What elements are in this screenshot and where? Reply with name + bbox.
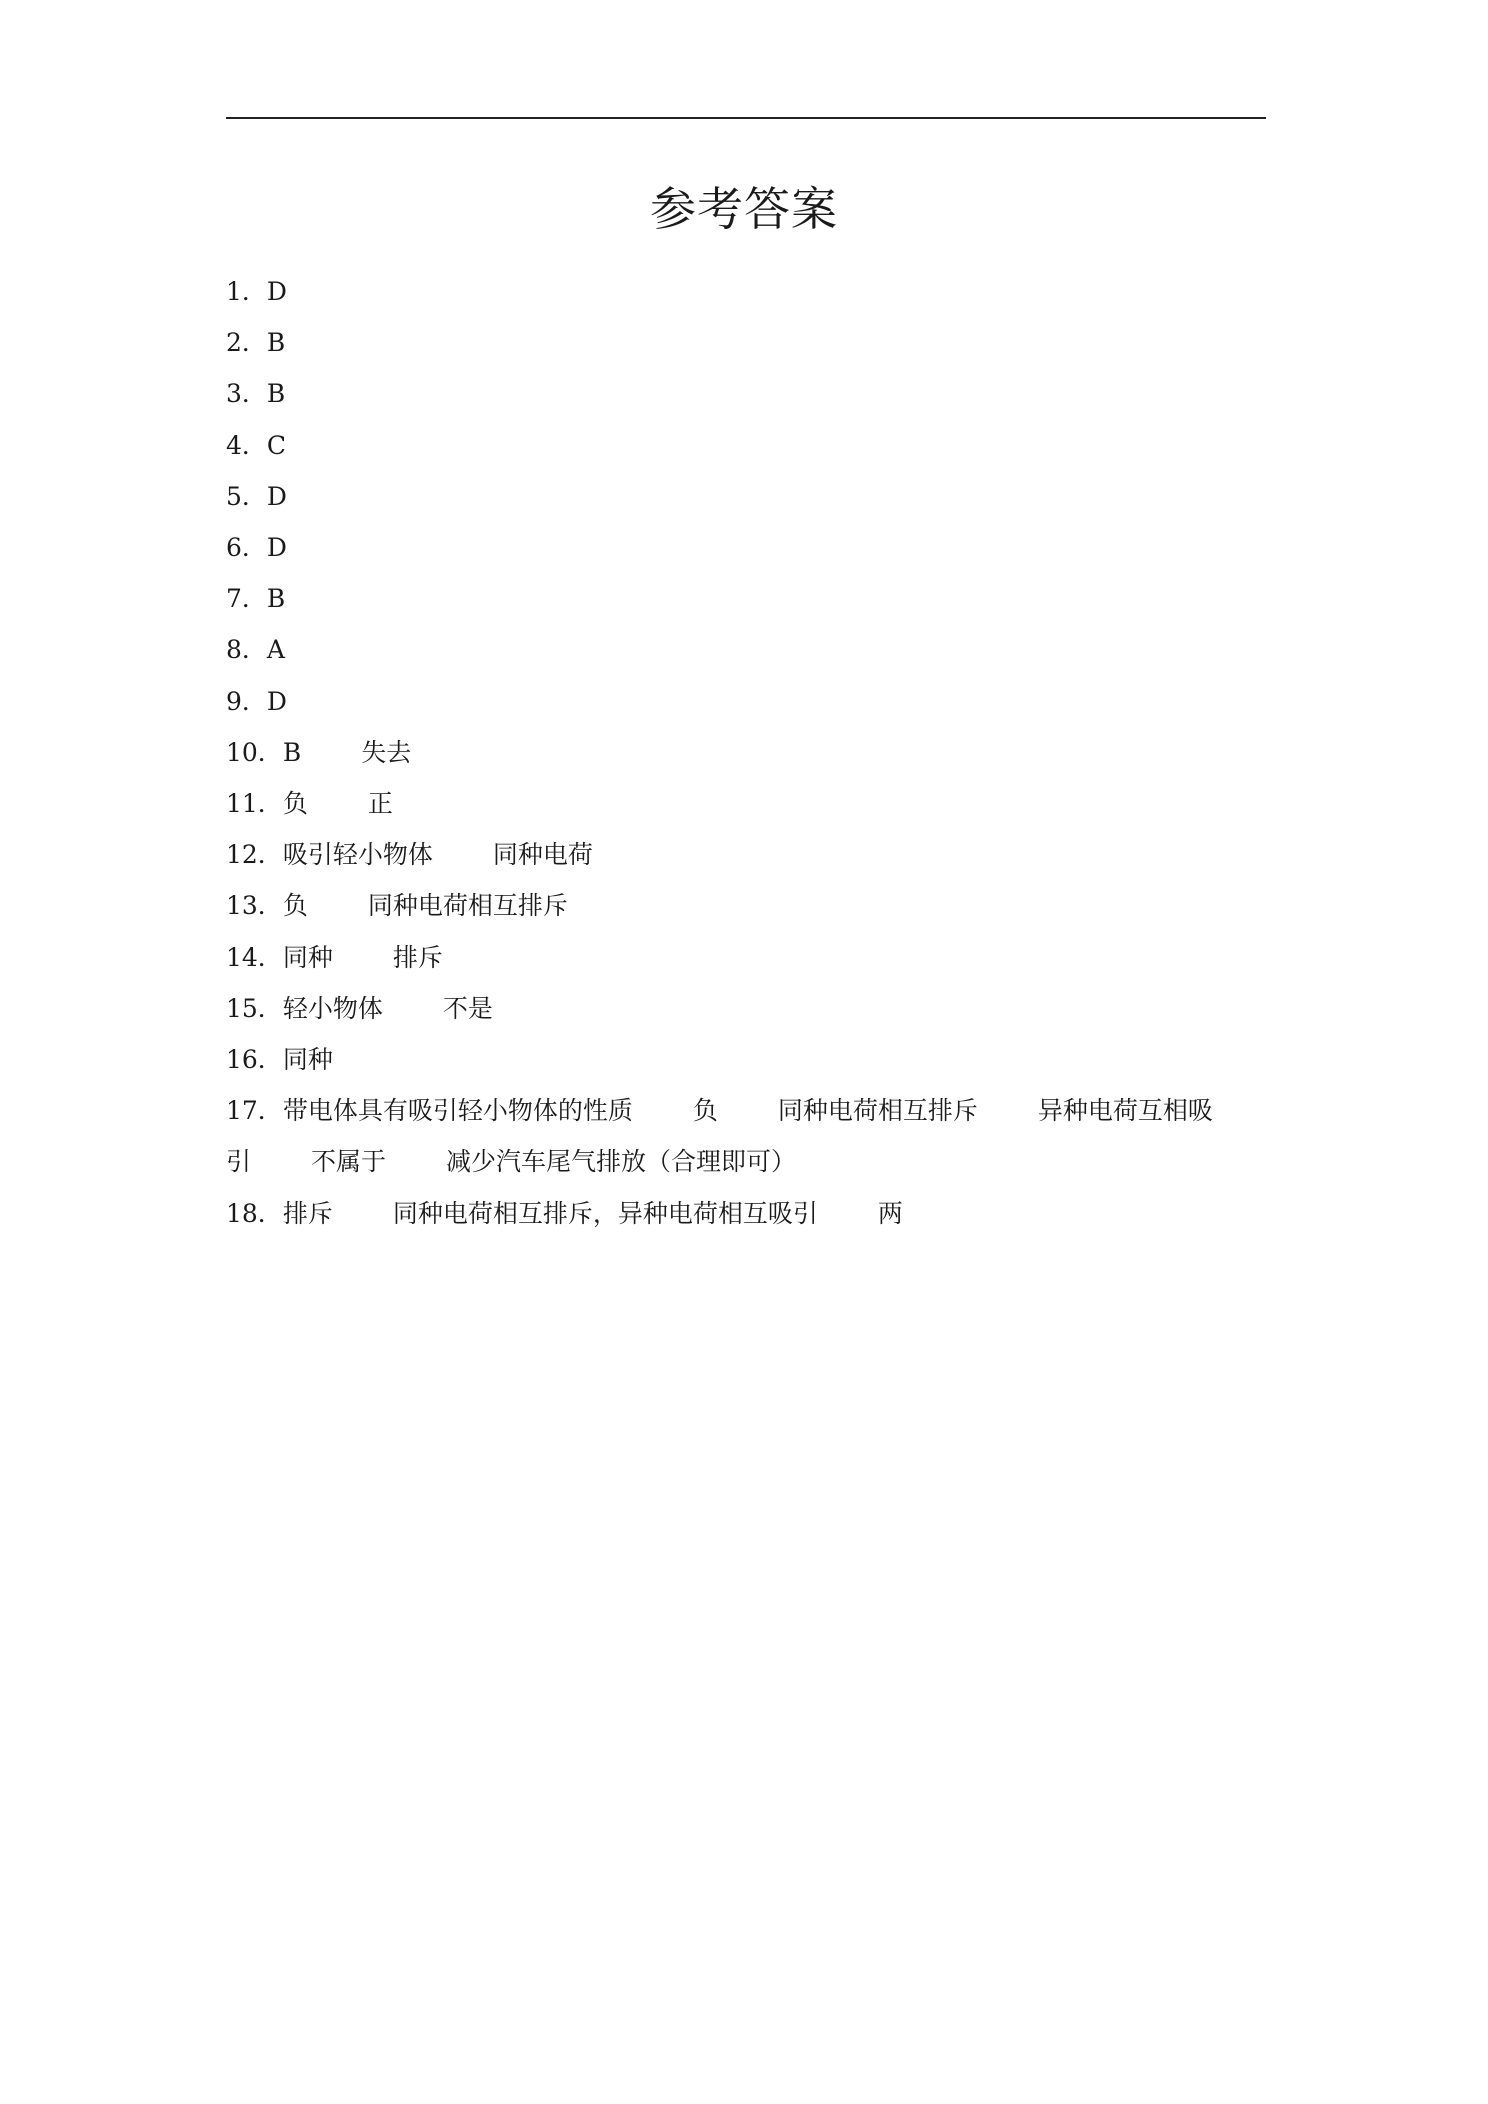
answer-number: 4． <box>226 430 267 460</box>
answer-text: 排斥 <box>282 1198 333 1228</box>
answer-text: 异种电荷互相吸 <box>1037 1096 1213 1126</box>
answer-text: 不属于 <box>311 1147 387 1177</box>
answer-item <box>226 266 1266 317</box>
answer-text: B <box>266 328 286 358</box>
answer-number: 9． <box>226 686 267 716</box>
answer-item <box>226 368 1266 419</box>
answer-item <box>226 983 1266 1034</box>
answer-text: D <box>266 686 287 716</box>
answer-item <box>226 932 1266 983</box>
answer-number: 18． <box>226 1198 283 1228</box>
answer-item <box>226 420 1266 471</box>
answer-number: 1． <box>226 277 267 306</box>
answer-text: 负 <box>282 891 308 921</box>
answer-text: B <box>282 737 302 767</box>
answer-text: 吸引轻小物体 <box>282 840 433 870</box>
answer-continuation <box>226 1136 1266 1187</box>
answer-item <box>226 727 1266 778</box>
answer-item <box>226 676 1266 727</box>
answer-number: 3． <box>226 379 267 409</box>
answer-number: 6． <box>226 533 267 563</box>
answer-text: 失去 <box>361 737 412 767</box>
answer-item <box>226 829 1266 880</box>
answer-item <box>226 471 1266 522</box>
answer-number: 11． <box>226 789 283 819</box>
answer-number: 13． <box>226 891 283 921</box>
answer-number: 12． <box>226 840 283 870</box>
answer-number: 14． <box>226 942 283 972</box>
answer-number: 7． <box>226 584 267 614</box>
answer-number: 16． <box>226 1045 283 1075</box>
answer-item <box>226 778 1266 829</box>
answer-number: 5． <box>226 481 267 511</box>
answer-text: B <box>266 379 286 409</box>
answer-text: D <box>266 481 287 511</box>
answer-text: 两 <box>877 1198 903 1228</box>
page-title: 参考答案 <box>650 182 838 236</box>
answer-item <box>226 1034 1266 1085</box>
answer-text: 轻小物体 <box>282 993 383 1023</box>
answer-item <box>226 522 1266 573</box>
answer-text: 引 <box>226 1147 252 1177</box>
answer-item <box>226 317 1266 368</box>
answer-text: 不是 <box>442 993 493 1023</box>
answer-list <box>226 266 1266 1239</box>
answer-text: 带电体具有吸引轻小物体的性质 <box>282 1096 633 1126</box>
answer-number: 10． <box>226 737 283 767</box>
answer-item <box>226 624 1266 675</box>
answer-text: 负 <box>282 789 308 819</box>
header-rule <box>226 117 1266 119</box>
answer-text: 减少汽车尾气排放（合理即可） <box>446 1147 797 1177</box>
answer-item <box>226 880 1266 931</box>
answer-text: C <box>266 430 287 460</box>
answer-number: 17． <box>226 1096 283 1126</box>
answer-text: 同种电荷相互排斥 <box>777 1096 978 1126</box>
answer-text: B <box>266 584 286 614</box>
answer-text: 同种电荷 <box>492 840 593 870</box>
answer-text: A <box>266 635 285 665</box>
answer-text: 负 <box>692 1096 718 1126</box>
answer-text: 正 <box>367 789 393 819</box>
answer-text: 同种 <box>282 942 333 972</box>
answer-number: 8． <box>226 635 267 665</box>
answer-text: 同种电荷相互排斥 <box>367 891 568 921</box>
answer-item <box>226 1188 1266 1239</box>
answer-text: D <box>266 277 287 306</box>
answer-text: 排斥 <box>392 942 443 972</box>
answer-text: 同种 <box>282 1045 333 1075</box>
answer-text: 同种电荷相互排斥，异种电荷相互吸引 <box>392 1198 818 1228</box>
answer-item <box>226 1085 1266 1187</box>
answer-item <box>226 573 1266 624</box>
answer-text: D <box>266 533 287 563</box>
answer-number: 15． <box>226 993 283 1023</box>
answer-number: 2． <box>226 328 267 358</box>
